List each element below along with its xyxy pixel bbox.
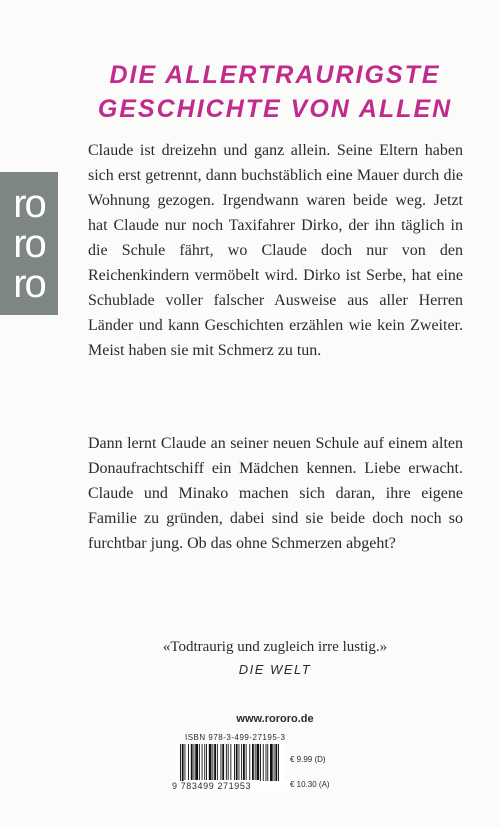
price-germany: € 9.99 (D) — [290, 755, 326, 764]
logo-line-3: ro — [13, 261, 45, 306]
headline — [80, 58, 470, 126]
barcode-digits: 9 783499 271953 — [172, 781, 290, 791]
review-quote: «Todtraurig und zugleich irre lustig.» — [162, 639, 388, 655]
publisher-logo — [0, 172, 58, 315]
publisher-website: www.rororo.de — [236, 713, 314, 725]
isbn-label: ISBN 978-3-499-27195-3 — [185, 733, 286, 742]
logo-line-2: ro — [13, 221, 45, 266]
review-source: DIE WELT — [238, 662, 312, 677]
blurb-paragraph-1: Claude ist dreizehn und ganz allein. Seine Eltern haben sich erst getrennt, dann buchstäblich eine Mauer durch die Wohnung gezogen. Irgendwann waren beide weg. Jetzt hat Claude nur noch Taxifahrer Dirko, der ihn täglich in die Schule fährt, wo Claude doch nur von den Reichenkindern vermöbelt wird. Dirko ist Serbe, hat eine Schublade voller falscher Ausweise aus aller Herren Länder und kann Geschichten erzählen wie kein Zweiter. Meist haben sie mit Schmerz zu tun. — [88, 142, 463, 359]
headline-line-2: GESCHICHTE VON ALLEN — [97, 95, 453, 123]
headline-line-1: DIE ALLERTRAURIGSTE — [109, 61, 441, 89]
logo-line-1: ro — [13, 181, 45, 226]
price-austria: € 10.30 (A) — [290, 780, 330, 789]
blurb-paragraph-2: Dann lernt Claude an seiner neuen Schule auf einem alten Donaufrachtschiff ein Mädchen kennen. Liebe erwacht. Claude und Minako machen sich daran, ihre eigene Familie zu gründen, dabei sind sie beide doch noch so furchtbar jung. Ob das ohne Schmerzen abgeht? — [88, 435, 463, 552]
